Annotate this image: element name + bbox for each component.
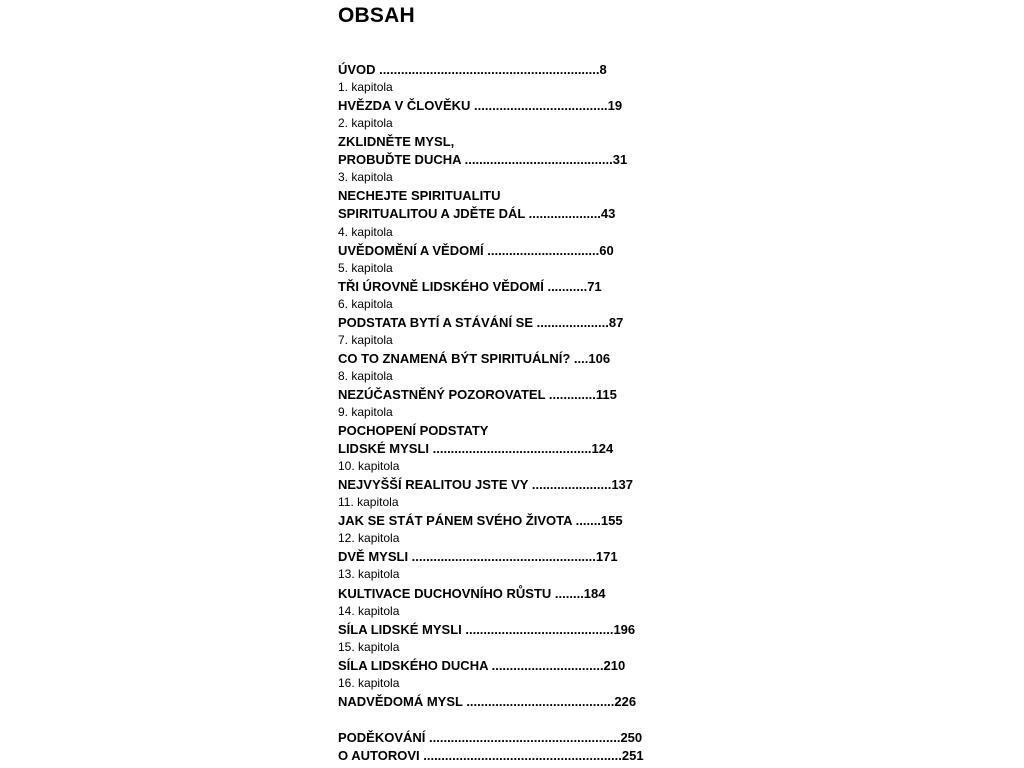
toc-entry-title: DVĚ MYSLI ...................................................171: [338, 549, 618, 565]
toc-chapter-number: 8. kapitola: [338, 368, 393, 383]
toc-entry-title: SÍLA LIDSKÉHO DUCHA ...............................210: [338, 657, 626, 673]
toc-entry-title: SPIRITUALITOU A JDĚTE DÁL ....................43: [338, 206, 616, 222]
toc-entry-title: SÍLA LIDSKÉ MYSLI .........................................196: [338, 621, 636, 637]
toc-entry-title: JAK SE STÁT PÁNEM SVÉHO ŽIVOTA .......155: [338, 513, 623, 529]
toc-chapter-number: 12. kapitola: [338, 531, 400, 546]
toc-entry-title: TŘI ÚROVNĚ LIDSKÉHO VĚDOMÍ ...........71: [338, 278, 602, 294]
page-title: OBSAH: [338, 4, 415, 27]
toc-entry-title: UVĚDOMĚNÍ A VĚDOMÍ ...............................60: [338, 242, 614, 258]
toc-entry-title: ÚVOD .............................................................8: [338, 62, 607, 77]
toc-entry-title: CO TO ZNAMENÁ BÝT SPIRITUÁLNÍ? ....106: [338, 350, 611, 366]
toc-chapter-number: 6. kapitola: [338, 296, 393, 311]
toc-chapter-number: 16. kapitola: [338, 675, 400, 690]
toc-chapter-number: 5. kapitola: [338, 260, 393, 275]
toc-entry-title: ZKLIDNĚTE MYSL,: [338, 134, 455, 150]
toc-chapter-number: 11. kapitola: [338, 495, 399, 510]
toc-chapter-number: 2. kapitola: [338, 116, 393, 131]
toc-entry-title: POCHOPENÍ PODSTATY: [338, 423, 489, 438]
toc-chapter-number: 1. kapitola: [338, 80, 393, 94]
toc-chapter-number: 10. kapitola: [338, 459, 400, 474]
toc-chapter-number: 7. kapitola: [338, 332, 393, 347]
toc-entry-title: LIDSKÉ MYSLI ............................................124: [338, 441, 614, 457]
toc-entry-title: PROBUĎTE DUCHA .........................................31: [338, 152, 628, 168]
toc-chapter-number: 14. kapitola: [338, 603, 400, 618]
toc-entry-title: PODĚKOVÁNÍ .....................................................250: [338, 729, 643, 745]
toc-entry-title: HVĚZDA V ČLOVĚKU .....................................19: [338, 98, 623, 114]
toc-entry-title: NEZÚČASTNĚNÝ POZOROVATEL .............115: [338, 386, 617, 402]
toc-entry-title: KULTIVACE DUCHOVNÍHO RŮSTU ........184: [338, 585, 606, 601]
toc-entry-title: O AUTOROVI .......................................................251: [338, 747, 644, 763]
toc-chapter-number: 3. kapitola: [338, 170, 393, 185]
toc-entry-title: NEJVYŠŠÍ REALITOU JSTE VY ......................137: [338, 477, 634, 493]
toc-entry-title: PODSTATA BYTÍ A STÁVÁNÍ SE ....................87: [338, 314, 624, 330]
toc-entry-title: NECHEJTE SPIRITUALITU: [338, 188, 501, 204]
toc-entry-title: NADVĚDOMÁ MYSL .........................................226: [338, 693, 637, 709]
toc-chapter-number: 15. kapitola: [338, 639, 400, 654]
toc-chapter-number: 4. kapitola: [338, 224, 393, 239]
toc-chapter-number: 13. kapitola: [338, 567, 400, 582]
toc-chapter-number: 9. kapitola: [338, 404, 393, 419]
